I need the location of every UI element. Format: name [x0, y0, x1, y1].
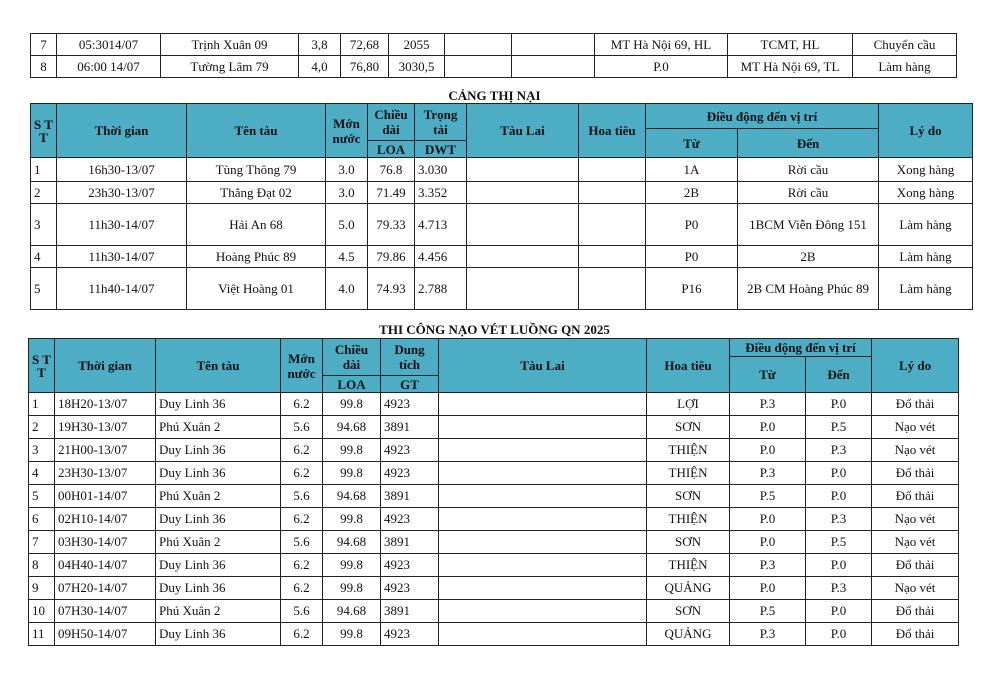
- col-to: Đến: [806, 357, 872, 393]
- cell-tug: [439, 600, 647, 623]
- table-row: [31, 204, 973, 246]
- cell-tug: [439, 554, 647, 577]
- col-move: Điều động đến vị trí: [646, 104, 879, 129]
- cell-stt: 5: [29, 485, 55, 508]
- cell-dwt: 2055: [389, 34, 445, 56]
- table-row: [29, 416, 959, 439]
- cell-draft: 5.6: [281, 600, 323, 623]
- cell-tug: [467, 182, 579, 204]
- cell-time: 11h30-14/07: [57, 246, 187, 268]
- cell-gt: 3891: [381, 416, 439, 439]
- cell-pilot: THIỆN: [647, 439, 730, 462]
- cell-gt: 3891: [381, 485, 439, 508]
- cell-stt: 1: [29, 393, 55, 416]
- cell-time: 18H20-13/07: [55, 393, 156, 416]
- table-row: [31, 56, 957, 78]
- cell-from: P.3: [730, 462, 806, 485]
- cell-tug: [439, 485, 647, 508]
- cell-from: P.0: [730, 531, 806, 554]
- cell-ship: Trịnh Xuân 09: [161, 34, 299, 56]
- cell-to: P.0: [806, 623, 872, 646]
- cell-ship: Hải An 68: [187, 204, 326, 246]
- table-row: [31, 182, 973, 204]
- table-row: [29, 554, 959, 577]
- cell-pilot: [512, 56, 595, 78]
- cell-ship: Duy Linh 36: [156, 393, 281, 416]
- cell-time: 11h30-14/07: [57, 204, 187, 246]
- table-row: [29, 600, 959, 623]
- cell-stt: 7: [29, 531, 55, 554]
- col-time: Thời gian: [57, 104, 187, 158]
- col-load: Trọng tải: [415, 104, 467, 141]
- cell-ship: Duy Linh 36: [156, 508, 281, 531]
- col-reason: Lý do: [872, 339, 959, 393]
- cell-gt: 4923: [381, 623, 439, 646]
- cell-tug: [439, 462, 647, 485]
- cell-time: 06:00 14/07: [57, 56, 161, 78]
- cell-reason: Xong hàng: [879, 158, 973, 182]
- col-length: Chiều dài: [368, 104, 415, 141]
- cell-from: P.3: [730, 554, 806, 577]
- cell-pilot: THIỆN: [647, 554, 730, 577]
- cell-pilot: SƠN: [647, 485, 730, 508]
- cell-stt: 4: [29, 462, 55, 485]
- cell-gt: 4923: [381, 393, 439, 416]
- cell-reason: Xong hàng: [879, 182, 973, 204]
- cell-draft: 6.2: [281, 508, 323, 531]
- cell-gt: 4923: [381, 439, 439, 462]
- cell-from: P0: [646, 204, 738, 246]
- cell-draft: 5.6: [281, 485, 323, 508]
- cell-reason: Làm hàng: [853, 56, 957, 78]
- cell-to: P.5: [806, 416, 872, 439]
- cell-time: 23h30-13/07: [57, 182, 187, 204]
- cell-tug: [439, 508, 647, 531]
- col-length: Chiều dài: [323, 339, 381, 376]
- cell-time: 21H00-13/07: [55, 439, 156, 462]
- col-from: Từ: [646, 129, 738, 158]
- col-draft: Mớn nước: [281, 339, 323, 393]
- cell-tug: [467, 204, 579, 246]
- cell-draft: 5.6: [281, 416, 323, 439]
- cell-reason: Chuyển cầu: [853, 34, 957, 56]
- cell-loa: 94.68: [323, 485, 381, 508]
- cell-loa: 99.8: [323, 439, 381, 462]
- cell-pilot: THIỆN: [647, 462, 730, 485]
- cell-loa: 72,68: [341, 34, 389, 56]
- cell-from: 1A: [646, 158, 738, 182]
- cell-to: P.0: [806, 485, 872, 508]
- cell-reason: Nạo vét: [872, 531, 959, 554]
- cell-time: 04H40-14/07: [55, 554, 156, 577]
- cell-to: P.0: [806, 600, 872, 623]
- cell-to: 2B: [738, 246, 879, 268]
- cell-ship: Thắng Đạt 02: [187, 182, 326, 204]
- cell-draft: 6.2: [281, 439, 323, 462]
- cell-ship: Duy Linh 36: [156, 623, 281, 646]
- cell-loa: 99.8: [323, 508, 381, 531]
- col-reason: Lý do: [879, 104, 973, 158]
- table-row: [29, 531, 959, 554]
- cell-stt: 8: [31, 56, 57, 78]
- cell-pilot: [579, 204, 646, 246]
- cell-tug: [445, 34, 512, 56]
- table-row: [31, 158, 973, 182]
- col-time: Thời gian: [55, 339, 156, 393]
- cell-reason: Nạo vét: [872, 439, 959, 462]
- cell-stt: 11: [29, 623, 55, 646]
- section-title-dredging: THI CÔNG NẠO VÉT LUỒNG QN 2025: [379, 322, 610, 337]
- col-stt: S T T: [29, 339, 55, 393]
- cell-reason: Làm hàng: [879, 268, 973, 310]
- col-to: Đến: [738, 129, 879, 158]
- cell-reason: Đổ thải: [872, 600, 959, 623]
- cell-ship: Phú Xuân 2: [156, 600, 281, 623]
- cell-pilot: THIỆN: [647, 508, 730, 531]
- cell-draft: 6.2: [281, 577, 323, 600]
- cell-gt: 4923: [381, 554, 439, 577]
- cell-from: MT Hà Nội 69, HL: [595, 34, 728, 56]
- table-row: [29, 393, 959, 416]
- dredging-table: [28, 338, 959, 646]
- cell-ship: Duy Linh 36: [156, 439, 281, 462]
- cell-gt: 3891: [381, 531, 439, 554]
- cell-time: 02H10-14/07: [55, 508, 156, 531]
- col-tug: Tàu Lai: [439, 339, 647, 393]
- cell-reason: Nạo vét: [872, 416, 959, 439]
- cell-stt: 8: [29, 554, 55, 577]
- cell-to: P.3: [806, 508, 872, 531]
- cell-draft: 3.0: [326, 182, 368, 204]
- cell-ship: Hoàng Phúc 89: [187, 246, 326, 268]
- cell-tug: [445, 56, 512, 78]
- cell-gt: 3891: [381, 600, 439, 623]
- table-row: [31, 268, 973, 310]
- cell-gt: 4923: [381, 462, 439, 485]
- cell-tug: [439, 416, 647, 439]
- cell-tug: [439, 393, 647, 416]
- cell-tug: [439, 531, 647, 554]
- cell-stt: 2: [31, 182, 57, 204]
- cell-pilot: QUẢNG: [647, 623, 730, 646]
- cell-to: Rời cầu: [738, 182, 879, 204]
- cell-pilot: SƠN: [647, 531, 730, 554]
- top-continuation-table: [30, 33, 957, 78]
- cell-from: P16: [646, 268, 738, 310]
- cell-loa: 94.68: [323, 416, 381, 439]
- cell-time: 07H20-14/07: [55, 577, 156, 600]
- table-row: [31, 246, 973, 268]
- cell-from: P.0: [595, 56, 728, 78]
- cell-reason: Nạo vét: [872, 508, 959, 531]
- cell-time: 03H30-14/07: [55, 531, 156, 554]
- col-from: Từ: [730, 357, 806, 393]
- cell-loa: 76,80: [341, 56, 389, 78]
- cell-to: P.3: [806, 439, 872, 462]
- cell-dwt: 4.456: [415, 246, 467, 268]
- cell-tug: [439, 577, 647, 600]
- table-row: [31, 34, 957, 56]
- cell-tug: [467, 246, 579, 268]
- col-pilot: Hoa tiêu: [579, 104, 646, 158]
- cell-draft: 3.0: [326, 158, 368, 182]
- cell-draft: 6.2: [281, 554, 323, 577]
- cell-pilot: LỢI: [647, 393, 730, 416]
- table-row: [29, 485, 959, 508]
- cell-stt: 9: [29, 577, 55, 600]
- cell-tug: [467, 158, 579, 182]
- cell-gt: 4923: [381, 508, 439, 531]
- cell-loa: 99.8: [323, 623, 381, 646]
- cell-from: 2B: [646, 182, 738, 204]
- cell-pilot: QUẢNG: [647, 577, 730, 600]
- cell-time: 09H50-14/07: [55, 623, 156, 646]
- cell-pilot: [579, 268, 646, 310]
- cell-reason: Đổ thải: [872, 554, 959, 577]
- cell-pilot: SƠN: [647, 600, 730, 623]
- cell-tug: [467, 268, 579, 310]
- cell-to: P.0: [806, 462, 872, 485]
- table-row: [29, 623, 959, 646]
- cell-to: P.0: [806, 393, 872, 416]
- cell-pilot: SƠN: [647, 416, 730, 439]
- cell-from: P.5: [730, 600, 806, 623]
- cell-stt: 1: [31, 158, 57, 182]
- col-gt: GT: [381, 376, 439, 393]
- cell-stt: 4: [31, 246, 57, 268]
- cell-stt: 6: [29, 508, 55, 531]
- cell-dwt: 3030,5: [389, 56, 445, 78]
- table-row: [29, 462, 959, 485]
- cell-stt: 10: [29, 600, 55, 623]
- col-dwt: DWT: [415, 141, 467, 158]
- col-ship: Tên tàu: [187, 104, 326, 158]
- cell-loa: 99.8: [323, 462, 381, 485]
- cell-draft: 3,8: [299, 34, 341, 56]
- cell-ship: Tường Lâm 79: [161, 56, 299, 78]
- cell-to: TCMT, HL: [728, 34, 853, 56]
- cell-draft: 4,0: [299, 56, 341, 78]
- cell-reason: Đổ thải: [872, 485, 959, 508]
- cell-ship: Việt Hoàng 01: [187, 268, 326, 310]
- cell-reason: Đổ thải: [872, 462, 959, 485]
- col-capacity: Dung tích: [381, 339, 439, 376]
- cell-draft: 6.2: [281, 393, 323, 416]
- cell-draft: 6.2: [281, 462, 323, 485]
- col-draft: Mớn nước: [326, 104, 368, 158]
- cell-to: Rời cầu: [738, 158, 879, 182]
- cell-to: 1BCM Viễn Đông 151: [738, 204, 879, 246]
- cell-draft: 4.5: [326, 246, 368, 268]
- cell-time: 00H01-14/07: [55, 485, 156, 508]
- cell-loa: 94.68: [323, 531, 381, 554]
- cell-from: P.5: [730, 485, 806, 508]
- cell-stt: 7: [31, 34, 57, 56]
- cell-draft: 5.6: [281, 531, 323, 554]
- cell-dwt: 3.030: [415, 158, 467, 182]
- cell-time: 23H30-13/07: [55, 462, 156, 485]
- cell-loa: 99.8: [323, 577, 381, 600]
- col-tug: Tàu Lai: [467, 104, 579, 158]
- cell-dwt: 4.713: [415, 204, 467, 246]
- cell-stt: 3: [29, 439, 55, 462]
- cell-loa: 99.8: [323, 554, 381, 577]
- cell-dwt: 2.788: [415, 268, 467, 310]
- cell-pilot: [579, 158, 646, 182]
- cell-to: P.3: [806, 577, 872, 600]
- cell-loa: 76.8: [368, 158, 415, 182]
- cell-reason: Đổ thải: [872, 393, 959, 416]
- table-row: [29, 577, 959, 600]
- cell-loa: 99.8: [323, 393, 381, 416]
- cell-pilot: [579, 246, 646, 268]
- cell-dwt: 3.352: [415, 182, 467, 204]
- cell-draft: 6.2: [281, 623, 323, 646]
- cell-ship: Phú Xuân 2: [156, 531, 281, 554]
- cell-time: 16h30-13/07: [57, 158, 187, 182]
- cell-time: 11h40-14/07: [57, 268, 187, 310]
- cell-stt: 3: [31, 204, 57, 246]
- cell-from: P.0: [730, 416, 806, 439]
- cell-ship: Duy Linh 36: [156, 554, 281, 577]
- cell-loa: 94.68: [323, 600, 381, 623]
- table-row: [29, 508, 959, 531]
- cell-from: P.0: [730, 439, 806, 462]
- cell-ship: Duy Linh 36: [156, 577, 281, 600]
- col-move: Điều động đến vị trí: [730, 339, 872, 357]
- table-row: [29, 439, 959, 462]
- col-loa: LOA: [323, 376, 381, 393]
- cell-loa: 79.86: [368, 246, 415, 268]
- cell-ship: Phú Xuân 2: [156, 485, 281, 508]
- col-loa: LOA: [368, 141, 415, 158]
- cell-pilot: [512, 34, 595, 56]
- cell-from: P.3: [730, 623, 806, 646]
- cell-reason: Làm hàng: [879, 204, 973, 246]
- cell-to: MT Hà Nội 69, TL: [728, 56, 853, 78]
- cell-loa: 79.33: [368, 204, 415, 246]
- cell-time: 05:3014/07: [57, 34, 161, 56]
- col-pilot: Hoa tiêu: [647, 339, 730, 393]
- cell-from: P.0: [730, 577, 806, 600]
- cell-to: P.5: [806, 531, 872, 554]
- cell-tug: [439, 439, 647, 462]
- cell-reason: Nạo vét: [872, 577, 959, 600]
- section-title-thi-nai: CẢNG THỊ NẠI: [448, 88, 541, 103]
- cell-from: P0: [646, 246, 738, 268]
- cell-draft: 5.0: [326, 204, 368, 246]
- cell-tug: [439, 623, 647, 646]
- thi-nai-table: [30, 103, 973, 310]
- cell-ship: Tùng Thông 79: [187, 158, 326, 182]
- cell-time: 19H30-13/07: [55, 416, 156, 439]
- cell-pilot: [579, 182, 646, 204]
- cell-loa: 71.49: [368, 182, 415, 204]
- cell-draft: 4.0: [326, 268, 368, 310]
- cell-stt: 5: [31, 268, 57, 310]
- cell-gt: 4923: [381, 577, 439, 600]
- cell-reason: Làm hàng: [879, 246, 973, 268]
- cell-ship: Phú Xuân 2: [156, 416, 281, 439]
- cell-stt: 2: [29, 416, 55, 439]
- cell-time: 07H30-14/07: [55, 600, 156, 623]
- cell-reason: Đổ thải: [872, 623, 959, 646]
- cell-to: P.0: [806, 554, 872, 577]
- col-ship: Tên tàu: [156, 339, 281, 393]
- cell-to: 2B CM Hoàng Phúc 89: [738, 268, 879, 310]
- cell-from: P.3: [730, 393, 806, 416]
- col-stt: S T T: [31, 104, 57, 158]
- cell-from: P.0: [730, 508, 806, 531]
- cell-loa: 74.93: [368, 268, 415, 310]
- cell-ship: Duy Linh 36: [156, 462, 281, 485]
